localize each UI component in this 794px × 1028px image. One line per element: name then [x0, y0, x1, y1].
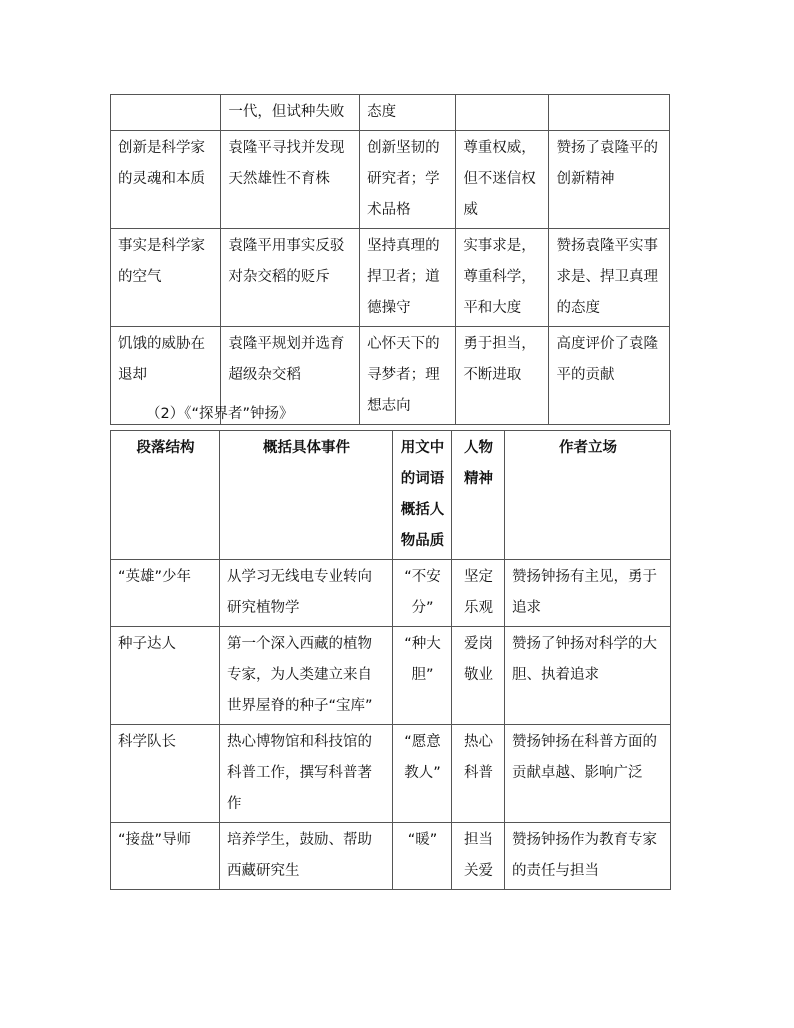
table-cell: “暖” — [393, 823, 452, 890]
table-cell — [456, 95, 549, 131]
table-cell: 尊重权威，但不迷信权威 — [456, 131, 549, 229]
table-row — [111, 560, 671, 627]
table-cell: 赞扬了袁隆平的创新精神 — [549, 131, 670, 229]
column-header: 作者立场 — [505, 431, 671, 560]
table-cell: “愿意教人” — [393, 725, 452, 823]
table-cell: 种子达人 — [111, 627, 220, 725]
table-cell: 勇于担当，不断进取 — [456, 327, 549, 425]
table-cell: 科学队长 — [111, 725, 220, 823]
table-cell: 第一个深入西藏的植物专家，为人类建立来自世界屋脊的种子“宝库” — [220, 627, 393, 725]
table-cell: 热心科普 — [452, 725, 505, 823]
table-cell: 赞扬钟扬作为教育专家的责任与担当 — [505, 823, 671, 890]
table-cell: 赞扬了钟扬对科学的大胆、执着追求 — [505, 627, 671, 725]
table-header-row — [111, 431, 671, 560]
table-cell: 坚定乐观 — [452, 560, 505, 627]
table-cell: 一代，但试种失败 — [221, 95, 360, 131]
table-cell: 饥饿的威胁在退却 — [111, 327, 221, 425]
table-cell — [111, 95, 221, 131]
table-row — [111, 229, 670, 327]
table-cell: 培养学生，鼓励、帮助西藏研究生 — [220, 823, 393, 890]
table-cell: 态度 — [360, 95, 456, 131]
table-cell: “英雄”少年 — [111, 560, 220, 627]
table-cell: 袁隆平用事实反驳对杂交稻的贬斥 — [221, 229, 360, 327]
column-header: 人物精神 — [452, 431, 505, 560]
table-cell: 赞扬袁隆平实事求是、捍卫真理的态度 — [549, 229, 670, 327]
table-cell: 心怀天下的寻梦者；理想志向 — [360, 327, 456, 425]
column-header: 段落结构 — [111, 431, 220, 560]
table-cell: 高度评价了袁隆平的贡献 — [549, 327, 670, 425]
table-cell: “种大胆” — [393, 627, 452, 725]
table-row — [111, 627, 671, 725]
table-cell: 袁隆平规划并选育超级杂交稻 — [221, 327, 360, 425]
table-cell: 事实是科学家的空气 — [111, 229, 221, 327]
table-cell: 赞扬钟扬有主见，勇于追求 — [505, 560, 671, 627]
table-cell: “不安分” — [393, 560, 452, 627]
table-row — [111, 131, 670, 229]
table-cell: 袁隆平寻找并发现天然雄性不育株 — [221, 131, 360, 229]
table-cell: 热心博物馆和科技馆的科普工作，撰写科普著作 — [220, 725, 393, 823]
table-cell: 从学习无线电专业转向研究植物学 — [220, 560, 393, 627]
section-caption: （2）《“探界者”钟扬》 — [146, 406, 294, 422]
column-header: 概括具体事件 — [220, 431, 393, 560]
table-row — [111, 95, 670, 131]
table-cell: 爱岗敬业 — [452, 627, 505, 725]
table-row — [111, 823, 671, 890]
table-cell: 赞扬钟扬在科普方面的贡献卓越、影响广泛 — [505, 725, 671, 823]
table-cell: 坚持真理的捍卫者；道德操守 — [360, 229, 456, 327]
table-row — [111, 725, 671, 823]
column-header: 用文中的词语概括人物品质 — [393, 431, 452, 560]
table-cell: 创新是科学家的灵魂和本质 — [111, 131, 221, 229]
table-zhong-yang — [110, 430, 671, 890]
table-cell: “接盘”导师 — [111, 823, 220, 890]
table-cell — [549, 95, 670, 131]
table-cell: 担当关爱 — [452, 823, 505, 890]
table-yuan-longping — [110, 94, 670, 425]
table-cell: 实事求是，尊重科学，平和大度 — [456, 229, 549, 327]
table-cell: 创新坚韧的研究者；学术品格 — [360, 131, 456, 229]
